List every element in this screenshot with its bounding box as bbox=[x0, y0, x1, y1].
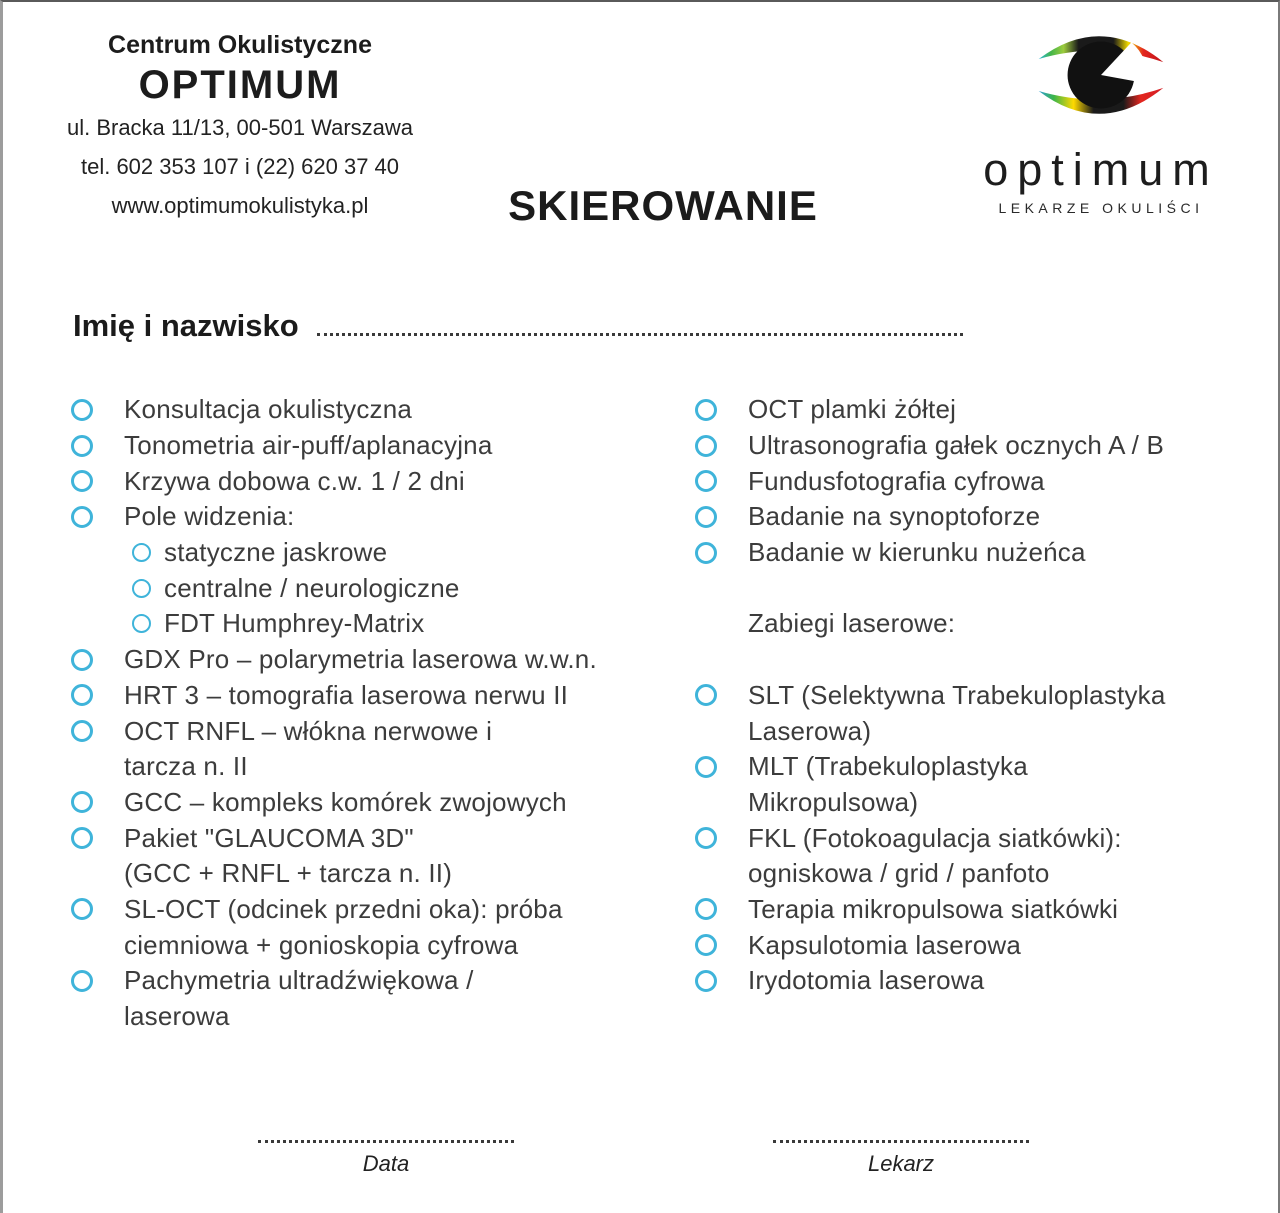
checkbox-circle[interactable] bbox=[695, 756, 717, 778]
checklist-row bbox=[71, 499, 671, 535]
checklist-row-continuation bbox=[71, 927, 671, 963]
checklist-left-column bbox=[71, 392, 671, 1034]
date-label: Data bbox=[362, 1151, 410, 1176]
checklist-item-label: Badanie na synoptoforze bbox=[748, 501, 1041, 532]
checklist-item-label: SLT (Selektywna Trabekuloplastyka bbox=[748, 679, 1166, 710]
checkbox-circle[interactable] bbox=[132, 543, 151, 562]
checklist-row bbox=[695, 463, 1255, 499]
checkbox-circle[interactable] bbox=[695, 399, 717, 421]
clinic-name-line2: OPTIMUM bbox=[138, 63, 342, 107]
section-label: Zabiegi laserowe: bbox=[748, 608, 956, 639]
bullet-spacer bbox=[695, 720, 717, 742]
checklist-row bbox=[71, 785, 671, 821]
checkbox-circle[interactable] bbox=[71, 399, 93, 421]
section-header-row bbox=[695, 606, 1255, 642]
checkbox-circle[interactable] bbox=[695, 435, 717, 457]
bullet-spacer bbox=[71, 756, 93, 778]
checkbox-circle[interactable] bbox=[695, 898, 717, 920]
doctor-label: Lekarz bbox=[867, 1151, 935, 1176]
checklist-item-label: Kapsulotomia laserowa bbox=[748, 929, 1022, 960]
clinic-website: www.optimumokulistyka.pl bbox=[111, 193, 369, 218]
checkbox-circle[interactable] bbox=[695, 542, 717, 564]
checkbox-circle[interactable] bbox=[71, 970, 93, 992]
checklist-row bbox=[695, 927, 1255, 963]
bullet-spacer bbox=[695, 613, 717, 635]
checklist-row bbox=[71, 392, 671, 428]
checklist-item-label: Irydotomia laserowa bbox=[748, 965, 985, 996]
checklist-row bbox=[71, 428, 671, 464]
checklist-row-continuation bbox=[71, 856, 671, 892]
checklist-item-label: Krzywa dobowa c.w. 1 / 2 dni bbox=[124, 465, 465, 496]
checklist-item-label: Pachymetria ultradźwiękowa / bbox=[124, 965, 474, 996]
checklist-item-label: Fundusfotografia cyfrowa bbox=[748, 465, 1045, 496]
checklist-item-label: Konsultacja okulistyczna bbox=[124, 394, 413, 425]
checklist-item-label: laserowa bbox=[124, 1001, 230, 1032]
checkbox-circle[interactable] bbox=[71, 827, 93, 849]
checklist-item-label: centralne / neurologiczne bbox=[164, 572, 460, 603]
checklist-row bbox=[695, 963, 1255, 999]
checklist-row bbox=[71, 678, 671, 714]
checklist-item-label: Pole widzenia: bbox=[124, 501, 295, 532]
checklist-row-continuation bbox=[695, 856, 1255, 892]
checkbox-circle[interactable] bbox=[695, 506, 717, 528]
name-row bbox=[73, 308, 963, 344]
clinic-name-line1: Centrum Okulistyczne bbox=[108, 31, 372, 59]
checklist-row bbox=[695, 678, 1255, 714]
eye-logo-icon bbox=[1025, 18, 1177, 132]
checkbox-circle[interactable] bbox=[71, 684, 93, 706]
checkbox-circle[interactable] bbox=[695, 970, 717, 992]
checklist-row-continuation bbox=[71, 749, 671, 785]
checklist-row bbox=[71, 606, 671, 642]
checkbox-circle[interactable] bbox=[71, 898, 93, 920]
checklist-item-label: Mikropulsowa) bbox=[748, 786, 919, 817]
checklist-item-label: (GCC + RNFL + tarcza n. II) bbox=[124, 858, 453, 889]
date-dotted-line bbox=[258, 1126, 514, 1143]
checkbox-circle[interactable] bbox=[71, 720, 93, 742]
checklist-item-label: statyczne jaskrowe bbox=[164, 537, 388, 568]
name-label: Imię i nazwisko bbox=[73, 308, 299, 343]
checklist-row bbox=[71, 892, 671, 928]
checklist-item-label: FKL (Fotokoagulacja siatkówki): bbox=[748, 822, 1122, 853]
checklist-item-label: MLT (Trabekuloplastyka bbox=[748, 751, 1028, 782]
checklist-item-label: Laserowa) bbox=[748, 715, 872, 746]
clinic-logo bbox=[975, 18, 1227, 216]
checklist-row-continuation bbox=[695, 642, 1255, 678]
checkbox-circle[interactable] bbox=[71, 435, 93, 457]
checklist-right-column bbox=[695, 392, 1255, 999]
checklist-row-continuation bbox=[695, 713, 1255, 749]
checkbox-circle[interactable] bbox=[695, 827, 717, 849]
checkbox-circle[interactable] bbox=[71, 649, 93, 671]
checklist-item-label: ogniskowa / grid / panfoto bbox=[748, 858, 1050, 889]
checklist-row bbox=[695, 428, 1255, 464]
logo-subtitle: LEKARZE OKULIŚCI bbox=[998, 200, 1204, 216]
checkbox-circle[interactable] bbox=[695, 684, 717, 706]
checklist-row-continuation bbox=[71, 999, 671, 1035]
checklist-item-label: tarcza n. II bbox=[124, 751, 248, 782]
checklist-row bbox=[695, 535, 1255, 571]
checklist-item-label: OCT plamki żółtej bbox=[748, 394, 957, 425]
checklist-row bbox=[71, 642, 671, 678]
checkbox-circle[interactable] bbox=[132, 614, 151, 633]
checklist-row bbox=[71, 963, 671, 999]
checkbox-circle[interactable] bbox=[695, 470, 717, 492]
checklist-item-label: OCT RNFL – włókna nerwowe i bbox=[124, 715, 493, 746]
checkbox-circle[interactable] bbox=[71, 791, 93, 813]
signature-date-block bbox=[258, 1126, 514, 1177]
bullet-spacer bbox=[71, 1006, 93, 1028]
bullet-spacer bbox=[695, 649, 717, 671]
bullet-spacer bbox=[71, 863, 93, 885]
checklist-item-label: Ultrasonografia gałek ocznych A / B bbox=[748, 430, 1165, 461]
clinic-header bbox=[65, 28, 415, 225]
checklist-row bbox=[71, 463, 671, 499]
checklist-item-label: SL-OCT (odcinek przedni oka): próba bbox=[124, 893, 563, 924]
checkbox-circle[interactable] bbox=[132, 579, 151, 598]
checklist-row-continuation bbox=[695, 570, 1255, 606]
checklist-item-label: GCC – kompleks komórek zwojowych bbox=[124, 786, 567, 817]
name-dotted-line bbox=[317, 333, 963, 336]
checklist-row bbox=[695, 820, 1255, 856]
bullet-spacer bbox=[695, 791, 717, 813]
checklist-item-label: Pakiet "GLAUCOMA 3D" bbox=[124, 822, 414, 853]
checklist-item-label: ciemniowa + gonioskopia cyfrowa bbox=[124, 929, 519, 960]
checklist-row bbox=[71, 820, 671, 856]
checklist-row bbox=[695, 749, 1255, 785]
checklist-row bbox=[71, 570, 671, 606]
bullet-spacer bbox=[695, 863, 717, 885]
clinic-address: ul. Bracka 11/13, 00-501 Warszawa bbox=[66, 115, 414, 140]
doctor-dotted-line bbox=[773, 1126, 1029, 1143]
checklist-item-label: Tonometria air-puff/aplanacyjna bbox=[124, 430, 493, 461]
signature-doctor-block bbox=[773, 1126, 1029, 1177]
checklist-item-label: FDT Humphrey-Matrix bbox=[164, 608, 425, 639]
checklist-row bbox=[695, 499, 1255, 535]
checkbox-circle[interactable] bbox=[71, 470, 93, 492]
checklist-item-label: Terapia mikropulsowa siatkówki bbox=[748, 893, 1119, 924]
checklist-row bbox=[695, 392, 1255, 428]
checklist-row bbox=[71, 535, 671, 571]
page-title: SKIEROWANIE bbox=[508, 182, 818, 229]
checklist-row bbox=[71, 713, 671, 749]
checklist-item-label: Badanie w kierunku nużeńca bbox=[748, 537, 1086, 568]
checklist-item-label: GDX Pro – polarymetria laserowa w.w.n. bbox=[124, 644, 597, 675]
checklist-item-label: HRT 3 – tomografia laserowa nerwu II bbox=[124, 679, 569, 710]
checkbox-circle[interactable] bbox=[695, 934, 717, 956]
bullet-spacer bbox=[71, 934, 93, 956]
bullet-spacer bbox=[695, 577, 717, 599]
logo-wordmark: optimum bbox=[983, 144, 1219, 195]
checkbox-circle[interactable] bbox=[71, 506, 93, 528]
checklist-row bbox=[695, 892, 1255, 928]
clinic-phone: tel. 602 353 107 i (22) 620 37 40 bbox=[80, 154, 400, 179]
checklist-row-continuation bbox=[695, 785, 1255, 821]
